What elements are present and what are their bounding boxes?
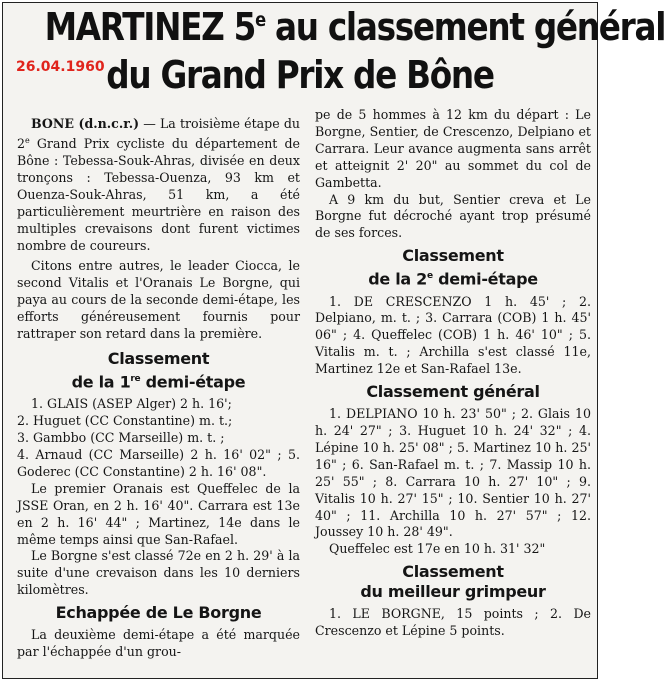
paragraph-le-borgne: Le Borgne s'est classé 72e en 2 h. 29' à la suite d'une crevaison dans les 10 derniers kilomètres. — [17, 548, 300, 598]
heading-classement-1: Classement — [107, 348, 210, 368]
intro-text: — La troisième étape du 2 — [17, 116, 300, 152]
heading-part-2: demi-étape — [432, 269, 538, 289]
heading-part-2: demi-étape — [140, 372, 246, 392]
article-column-1 — [17, 116, 300, 661]
ranking-demi-etape-2: 1. DE CRESCENZO 1 h. 45' ; 2. Delpiano, m. t. ; 3. Carrara (COB) 1 h. 45' 06" ; 4. Queffelec (COB) 1 h. 46' 10" ; 5. Vitalis m. t. ; Archilla s'est classé 11e, Martinez 12e et San-Rafael 13e. — [315, 293, 591, 377]
heading-sup: e — [426, 271, 433, 282]
heading-classement-grimpeur: Classement — [402, 562, 504, 582]
heading-classement-general: Classement général — [366, 382, 540, 402]
dateline: BONE (d.n.c.r.) — [31, 116, 140, 131]
heading-echappee: Echappée de Le Borgne — [55, 603, 262, 623]
headline-main: MARTINEZ 5 — [44, 5, 256, 49]
ranking-general: 1. DELPIANO 10 h. 23' 50" ; 2. Glais 10 h. 24' 27" ; 3. Huguet 10 h. 24' 32" ; 4. Lépine 10 h. 25' 08" ; 5. Martinez 10 h. 25' 16" ; 6. San-Rafael m. t. ; 7. Massip 10 h. 25' 55" ; 8. Carrara 10 h. 27' 10" ; 9. Vitalis 10 h. 27' 15" ; 10. Sentier 10 h. 27' 40" ; 11. Archilla 10 h. 27' 57" ; 12. Joussey 10 h. 28' 49". — [315, 406, 591, 540]
paragraph-sentier: A 9 km du but, Sentier creva et Le Borgne fut décroché ayant trop présumé de ses forces. — [315, 191, 591, 241]
heading-part: de la 1 — [71, 372, 131, 392]
date-stamp: 26.04.1960 — [16, 59, 105, 75]
headline-line-1 — [44, 5, 665, 49]
heading-demi-etape-1 — [17, 369, 300, 392]
paragraph-queffelec: Queffelec est 17e en 10 h. 31' 32" — [329, 541, 546, 557]
ranking-line: 3. Gambbo (CC Marseille) m. t. ; — [17, 430, 225, 446]
intro-paragraph — [17, 116, 300, 254]
paragraph-crevaisons: Citons entre autres, le leader Ciocca, le second Vitalis et l'Oranais Le Borgne, qui paya au cours de la seconde demi-étape, les efforts généreusement fournis pour rattraper son retard dans la première. — [17, 258, 300, 342]
ranking-line: 2. Huguet (CC Constantine) m. t.; — [17, 413, 233, 429]
heading-part: de la 2 — [368, 269, 427, 289]
headline-line-2: du Grand Prix de Bône — [106, 53, 494, 97]
heading-classement-2: Classement — [402, 246, 504, 266]
paragraph-groupe: pe de 5 hommes à 12 km du départ : Le Borgne, Sentier, de Crescenzo, Delpiano et Carrara. Leur avance augmenta sans arrêt et atteignit 2' 20" au sommet du col de Gambetta. — [315, 107, 591, 190]
article-column-2 — [315, 107, 591, 640]
heading-meilleur-grimpeur: du meilleur grimpeur — [360, 582, 546, 602]
headline-superscript: e — [255, 9, 265, 31]
headline-rest: au classement général — [264, 5, 665, 49]
intro-sup: e — [25, 135, 30, 145]
paragraph-echappee: La deuxième demi-étape a été marquée par l'échappée d'un grou- — [17, 627, 300, 660]
intro-text-2: Grand Prix cycliste du département de Bône : Tebessa-Souk-Ahras, divisée en deux tronçons : Tebessa-Ouenza, 93 km et Ouenza-Souk-Ahras, 51 km, a été particulièrement meurtrière en raison des multiples crevaisons dont furent victimes nombre de coureurs. — [17, 136, 300, 253]
heading-sup: re — [130, 373, 141, 384]
ranking-grimpeur: 1. LE BORGNE, 15 points ; 2. De Crescenzo et Lépine 5 points. — [315, 606, 591, 639]
heading-demi-etape-2 — [315, 266, 591, 289]
ranking-line: 1. GLAIS (ASEP Alger) 2 h. 16'; — [31, 396, 232, 412]
newspaper-clipping — [2, 2, 665, 679]
ranking-line: 4. Arnaud (CC Marseille) 2 h. 16' 02" ; 5. Goderec (CC Constantine) 2 h. 16' 08". — [17, 447, 300, 479]
paragraph-oranais: Le premier Oranais est Queffelec de la JSSE Oran, en 2 h. 16' 40". Carrara est 13e en 2 h. 16' 44" ; Martinez, 14e dans le même temps ainsi que San-Rafael. — [17, 480, 300, 547]
